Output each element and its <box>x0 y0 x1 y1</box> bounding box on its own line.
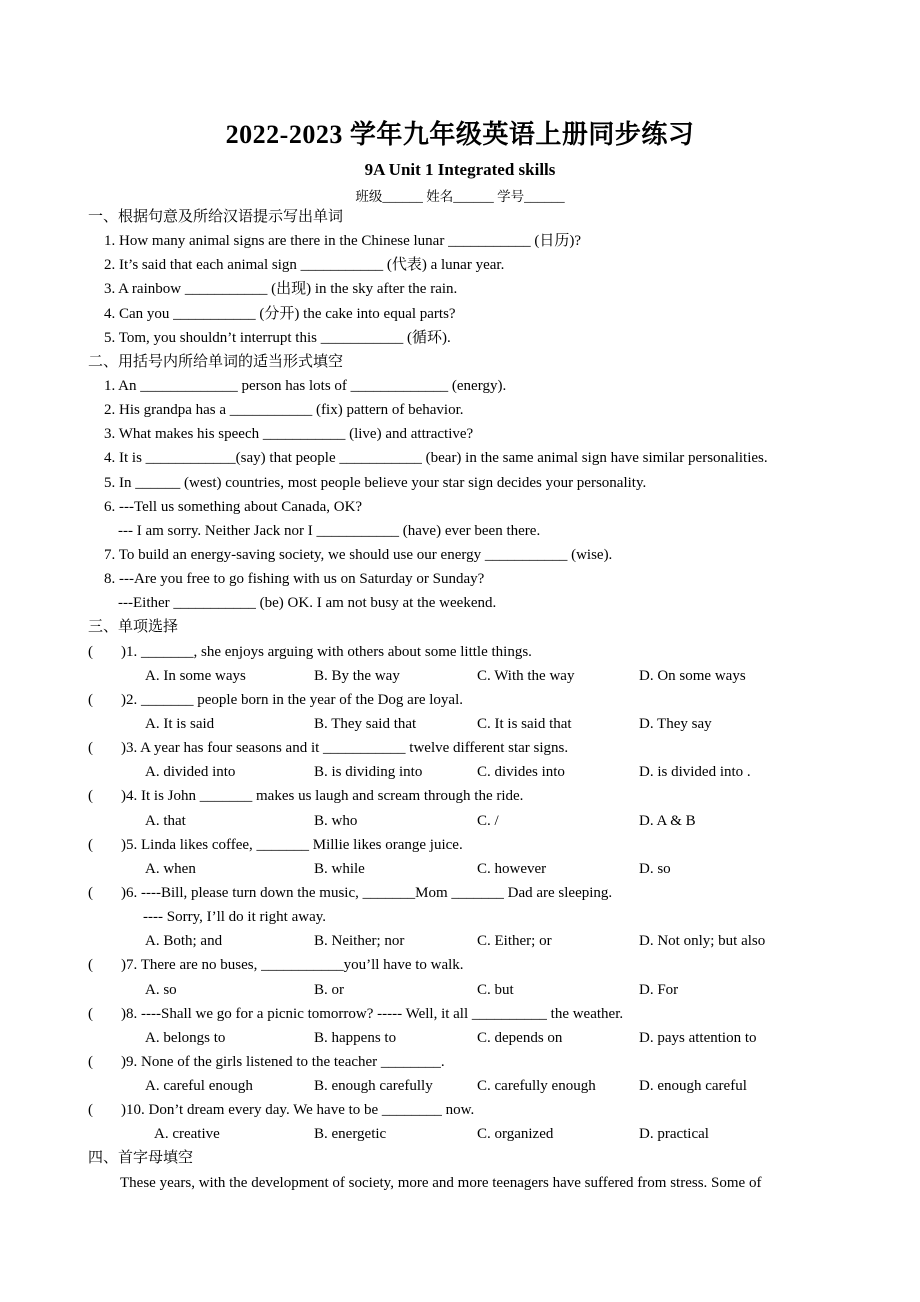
question-stem: )2. _______ people born in the year of the Dog are loyal. <box>121 691 463 708</box>
answer-blank: ( <box>88 740 93 757</box>
option-b: B. energetic <box>314 1126 387 1143</box>
option-b: B. enough carefully <box>314 1078 433 1095</box>
option-c: C. depends on <box>477 1029 563 1046</box>
option-b: B. By the way <box>314 667 400 684</box>
options-row <box>88 1026 828 1050</box>
option-b: B. They said that <box>314 715 417 732</box>
option-b: B. Neither; nor <box>314 933 405 950</box>
option-a: A. It is said <box>145 715 215 732</box>
answer-blank: ( <box>88 1102 93 1119</box>
s2-question-6-reply: --- I am sorry. Neither Jack nor I ___________ (have) ever been there. <box>118 522 541 539</box>
option-d: D. Not only; but also <box>639 933 766 950</box>
s2-question-3: 3. What makes his speech ___________ (live) and attractive? <box>104 426 474 443</box>
question-stem: )4. It is John _______ makes us laugh and scream through the ride. <box>121 788 524 805</box>
mcq-question-6 <box>88 881 828 905</box>
option-a: A. when <box>145 860 196 877</box>
section-3-heading: 三、单项选择 <box>88 619 179 636</box>
multiple-choice-list <box>88 640 828 1147</box>
option-d: D. They say <box>639 715 712 732</box>
options-row <box>88 1074 828 1098</box>
options-row <box>88 929 828 953</box>
question-stem: )9. None of the girls listened to the teacher ________. <box>121 1053 445 1070</box>
mcq-question-5 <box>88 833 828 857</box>
mcq-question-4 <box>88 784 828 808</box>
answer-blank: ( <box>88 691 93 708</box>
option-a: A. belongs to <box>145 1029 226 1046</box>
option-a: A. divided into <box>145 764 236 781</box>
worksheet-content <box>88 205 828 1195</box>
option-a: A. so <box>145 981 177 998</box>
question-stem: )10. Don’t dream every day. We have to be ________ now. <box>121 1102 475 1119</box>
option-c: C. but <box>477 981 514 998</box>
options-row <box>88 1122 828 1146</box>
option-d: D. A & B <box>639 812 696 829</box>
options-row <box>88 978 828 1002</box>
option-c: C. divides into <box>477 764 565 781</box>
answer-blank: ( <box>88 788 93 805</box>
s2-question-7: 7. To build an energy-saving society, we should use our energy ___________ (wise). <box>104 546 613 563</box>
answer-blank: ( <box>88 957 93 974</box>
question-stem: )1. _______, she enjoys arguing with others about some little things. <box>121 643 532 660</box>
section-1-heading: 一、根据句意及所给汉语提示写出单词 <box>88 209 344 225</box>
mcq-question-10 <box>88 1098 828 1122</box>
option-c: C. It is said that <box>477 715 572 732</box>
question-stem: )7. There are no buses, ___________you’ll have to walk. <box>121 957 464 974</box>
s2-question-8-reply: ---Either ___________ (be) OK. I am not busy at the weekend. <box>118 595 497 612</box>
answer-blank: ( <box>88 643 93 660</box>
question-stem: )5. Linda likes coffee, _______ Millie likes orange juice. <box>121 836 463 853</box>
option-a: A. that <box>145 812 186 829</box>
s2-question-1: 1. An _____________ person has lots of _____________ (energy). <box>104 377 507 394</box>
mcq-question-8 <box>88 1002 828 1026</box>
answer-blank: ( <box>88 1053 93 1070</box>
option-c: C. organized <box>477 1126 554 1143</box>
option-b: B. is dividing into <box>314 764 423 781</box>
s2-question-4: 4. It is ____________(say) that people ___________ (bear) in the same animal sign have similar personalities. <box>104 450 768 467</box>
s1-question-2: 2. It’s said that each animal sign ___________ (代表) a lunar year. <box>104 257 505 274</box>
section-2-heading: 二、用括号内所给单词的适当形式填空 <box>88 353 344 370</box>
page-subtitle: 9A Unit 1 Integrated skills <box>364 160 556 179</box>
option-c: C. however <box>477 860 547 877</box>
option-d: D. For <box>639 981 679 998</box>
s2-question-6: 6. ---Tell us something about Canada, OK? <box>104 498 363 515</box>
option-d: D. is divided into . <box>639 764 751 781</box>
s1-question-3: 3. A rainbow ___________ (出现) in the sky after the rain. <box>104 281 458 298</box>
mcq-question-7 <box>88 953 828 977</box>
option-a: A. creative <box>154 1126 220 1143</box>
option-c: C. / <box>477 812 499 829</box>
section-4-paragraph: These years, with the development of society, more and more teenagers have suffered from stress. Some of <box>120 1174 762 1191</box>
student-info-line: 班级______ 姓名______ 学号______ <box>355 189 565 204</box>
s2-question-2: 2. His grandpa has a ___________ (fix) pattern of behavior. <box>104 402 464 419</box>
option-b: B. happens to <box>314 1029 397 1046</box>
mcq-question-3 <box>88 736 828 760</box>
answer-blank: ( <box>88 884 93 901</box>
option-b: B. or <box>314 981 344 998</box>
s1-question-5: 5. Tom, you shouldn’t interrupt this ___________ (循环). <box>104 329 451 346</box>
option-d: D. so <box>639 860 671 877</box>
option-d: D. enough careful <box>639 1078 747 1095</box>
option-d: D. pays attention to <box>639 1029 757 1046</box>
section-4-heading: 四、首字母填空 <box>88 1150 194 1167</box>
mcq-question-9 <box>88 1050 828 1074</box>
s2-question-5: 5. In ______ (west) countries, most people believe your star sign decides your personality. <box>104 474 647 491</box>
s2-question-8: 8. ---Are you free to go fishing with us on Saturday or Sunday? <box>104 571 485 588</box>
question-stem: )8. ----Shall we go for a picnic tomorrow? ----- Well, it all __________ the weather. <box>121 1005 624 1022</box>
s1-question-1: 1. How many animal signs are there in the Chinese lunar ___________ (日历)? <box>104 233 581 250</box>
options-row <box>88 809 828 833</box>
question-stem: )6. ----Bill, please turn down the music, _______Mom _______ Dad are sleeping. <box>121 884 613 901</box>
mcq-question-2 <box>88 688 828 712</box>
question-stem: )3. A year has four seasons and it ___________ twelve different star signs. <box>121 740 569 757</box>
page-title: 2022-2023 学年九年级英语上册同步练习 <box>225 120 695 149</box>
answer-blank: ( <box>88 836 93 853</box>
options-row <box>88 712 828 736</box>
option-d: D. On some ways <box>639 667 746 684</box>
option-a: A. careful enough <box>145 1078 253 1095</box>
option-a: A. Both; and <box>145 933 223 950</box>
option-b: B. while <box>314 860 365 877</box>
options-row <box>88 760 828 784</box>
s1-question-4: 4. Can you ___________ (分开) the cake into equal parts? <box>104 305 456 322</box>
answer-blank: ( <box>88 1005 93 1022</box>
question-reply-line: ---- Sorry, I’ll do it right away. <box>143 909 327 926</box>
option-c: C. carefully enough <box>477 1078 596 1095</box>
options-row <box>88 664 828 688</box>
option-a: A. In some ways <box>145 667 246 684</box>
options-row <box>88 857 828 881</box>
option-d: D. practical <box>639 1126 709 1143</box>
option-b: B. who <box>314 812 358 829</box>
mcq-question-1 <box>88 640 828 664</box>
option-c: C. Either; or <box>477 933 552 950</box>
option-c: C. With the way <box>477 667 575 684</box>
